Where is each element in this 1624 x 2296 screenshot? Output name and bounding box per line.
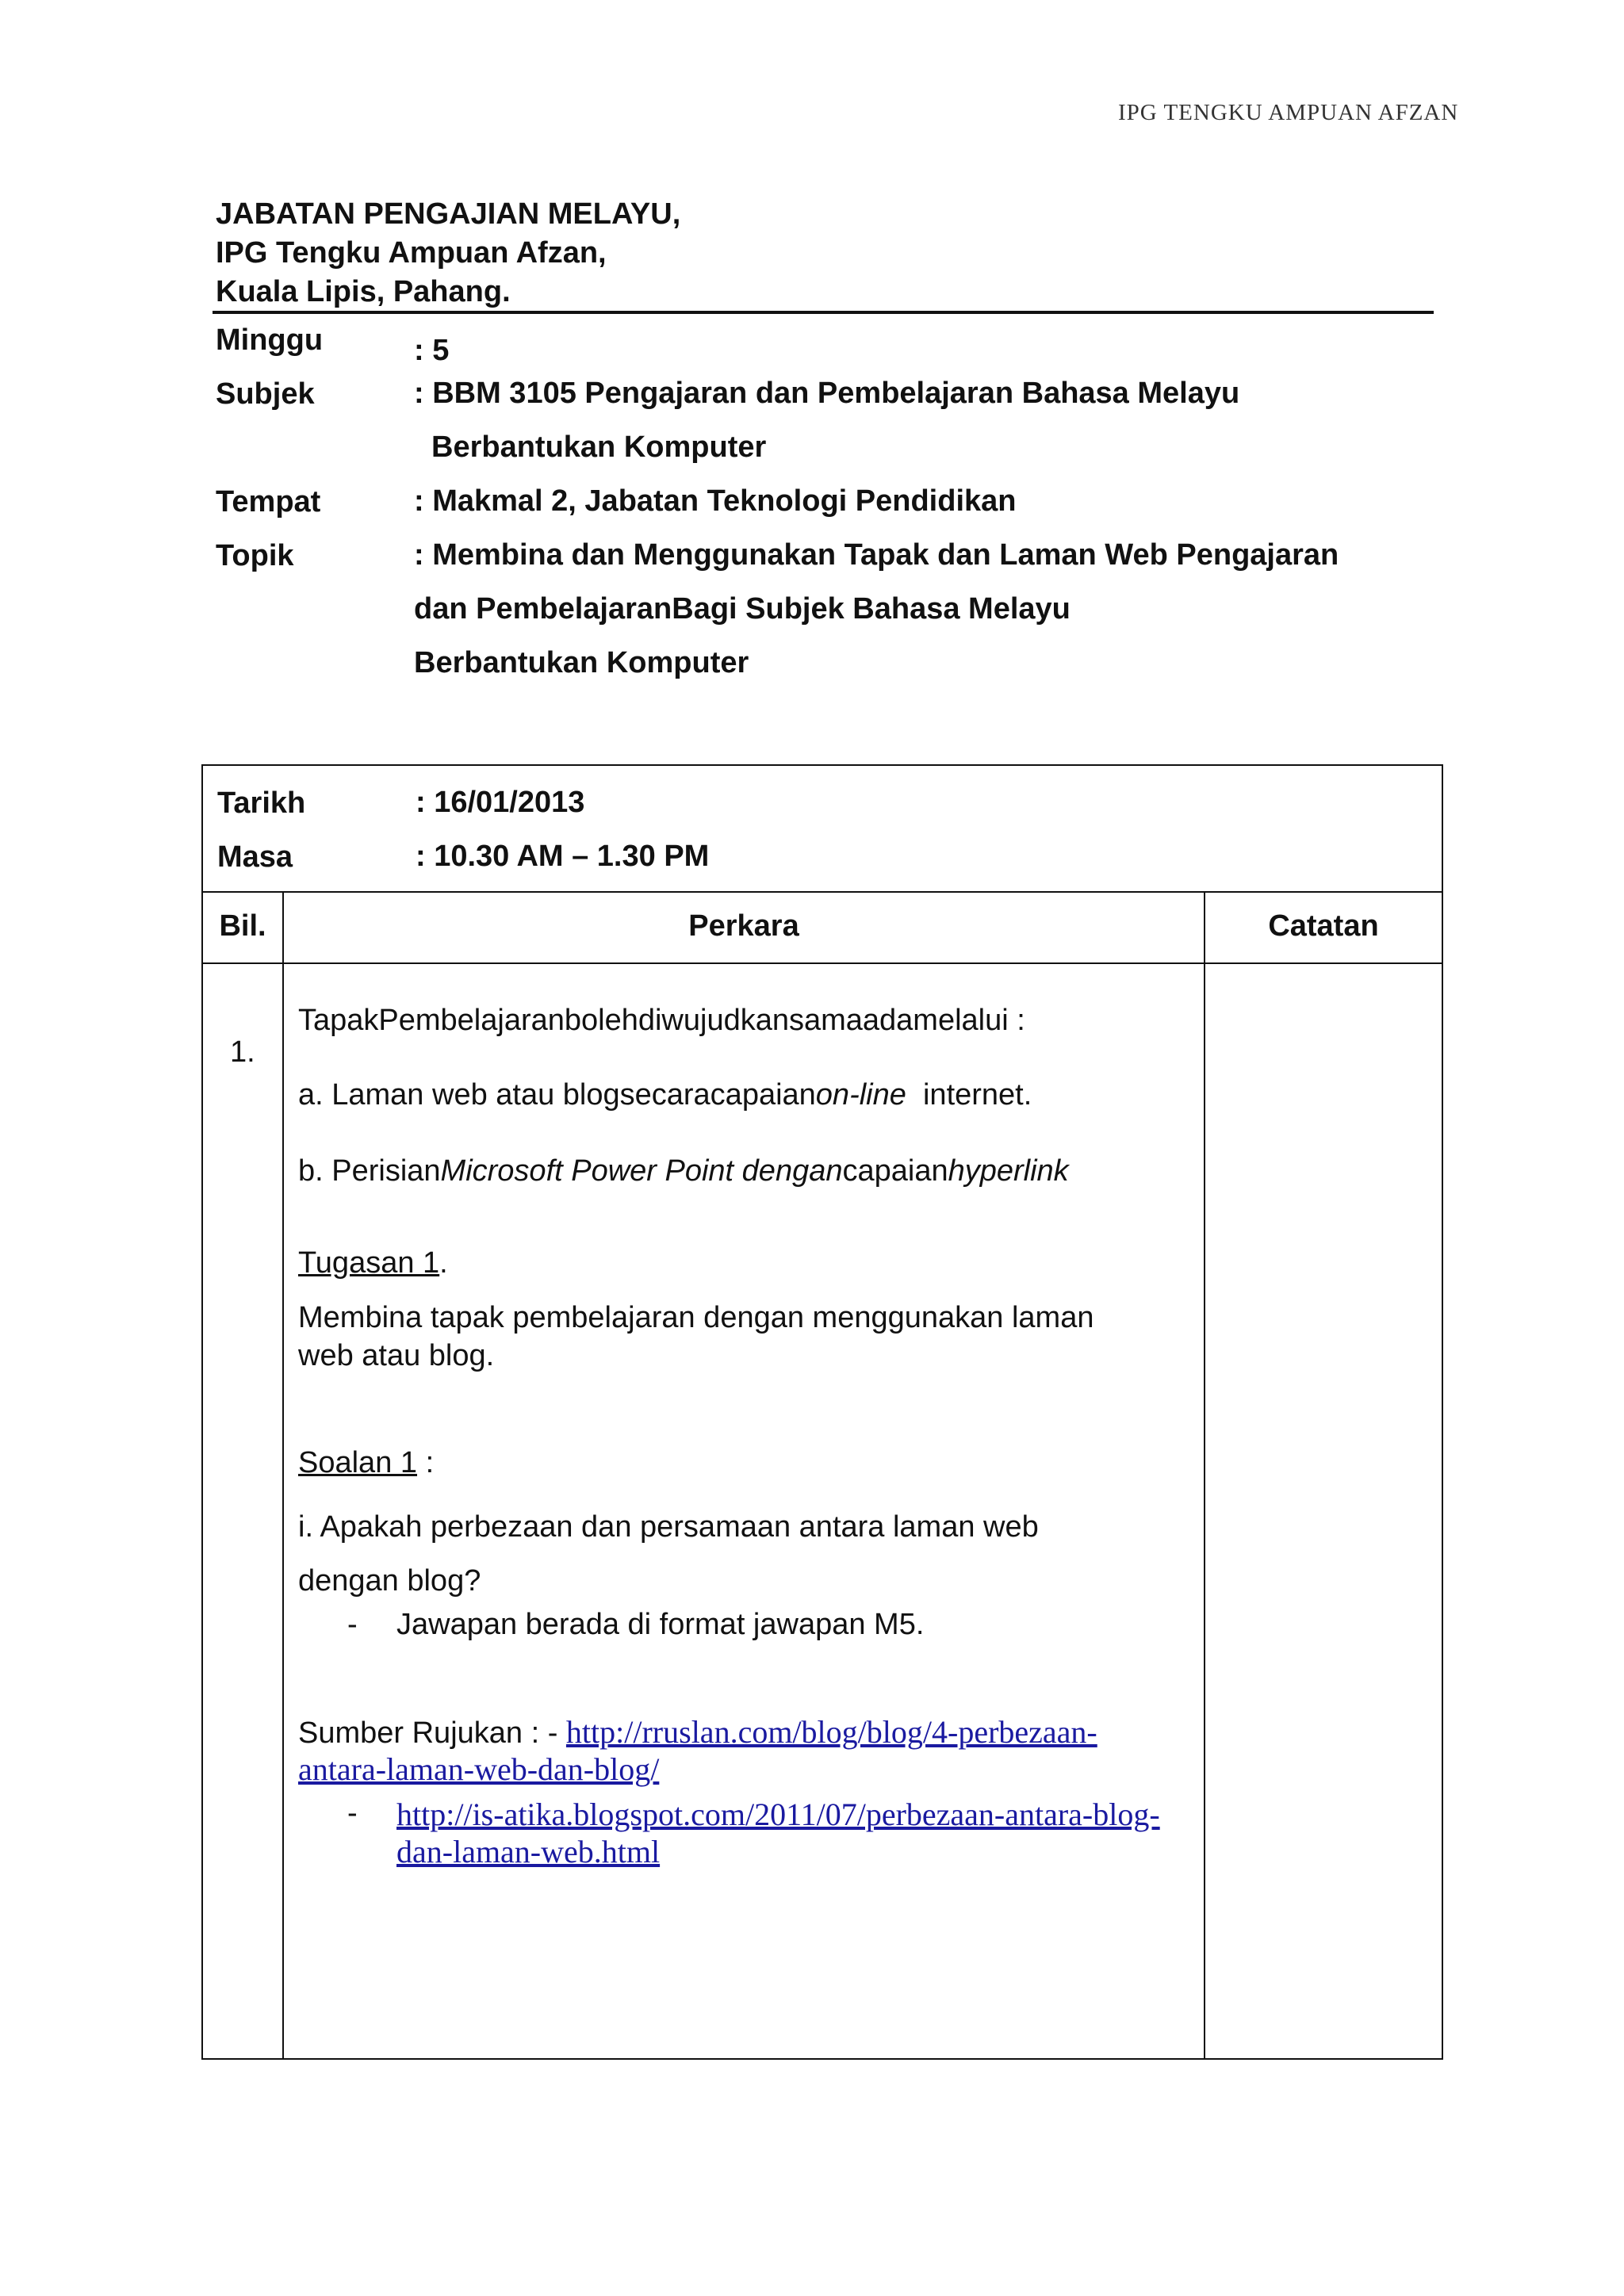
item-b-mid: capaian: [842, 1154, 948, 1188]
department-address: [216, 195, 680, 312]
subjek-value-line1: : BBM 3105 Pengajaran dan Pembelajaran Bahasa Melayu: [414, 377, 1240, 410]
table-divider-1: [203, 891, 1442, 893]
masa-value: : 10.30 AM – 1.30 PM: [416, 840, 710, 873]
bullet-dash-2: -: [347, 1797, 358, 1830]
item-a-italic: on-line: [815, 1078, 906, 1112]
soalan-colon: :: [417, 1446, 435, 1479]
institute-location: Kuala Lipis, Pahang.: [216, 275, 511, 308]
reference-2: [396, 1797, 1160, 1871]
subjek-value: [414, 366, 1445, 474]
item-a-end: internet.: [906, 1078, 1032, 1112]
tempat-value: : Makmal 2, Jabatan Teknologi Pendidikan: [414, 484, 1017, 518]
sumber-rujukan: [298, 1714, 1097, 1789]
reference-link-2[interactable]: http://is-atika.blogspot.com/2011/07/perbezaan-antara-blog-: [396, 1797, 1160, 1832]
soalan-text: [298, 1500, 1039, 1608]
reference-link-1-cont[interactable]: antara-laman-web-dan-blog/: [298, 1751, 660, 1787]
col-header-catatan: Catatan: [1268, 909, 1379, 943]
col-header-bil: Bil.: [219, 909, 266, 943]
item-a-text: a. Laman web atau blogsecaracapaian: [298, 1078, 816, 1112]
tugasan-text: [298, 1299, 1094, 1375]
schedule-table: [201, 764, 1443, 2060]
col-header-perkara: Perkara: [688, 909, 799, 943]
bullet-dash-1: -: [347, 1608, 358, 1641]
tugasan-label: Tugasan 1: [298, 1246, 440, 1280]
tarikh-value: : 16/01/2013: [416, 786, 585, 819]
col-divider-catatan: [1204, 891, 1205, 2058]
tarikh-label: Tarikh: [217, 786, 306, 820]
topik-value: [414, 528, 1445, 690]
jawapan-text: Jawapan berada di format jawapan M5.: [396, 1608, 925, 1641]
department-name: JABATAN PENGAJIAN MELAYU,: [216, 197, 681, 231]
soalan-text-line1: i. Apakah perbezaan dan persamaan antara laman web: [298, 1510, 1039, 1544]
tugasan-heading: [298, 1246, 448, 1280]
item-b-text: b. Perisian: [298, 1154, 441, 1188]
tugasan-text-line2: web atau blog.: [298, 1339, 495, 1372]
reference-link-1[interactable]: http://rruslan.com/blog/blog/4-perbezaan-: [565, 1714, 1097, 1750]
topik-value-line2: dan PembelajaranBagi Subjek Bahasa Melayu: [414, 592, 1071, 626]
minggu-label: Minggu: [216, 323, 324, 357]
soalan-heading: [298, 1446, 434, 1480]
soalan-label: Soalan 1: [298, 1446, 418, 1479]
subjek-label: Subjek: [216, 377, 315, 411]
item-b-italic-2: hyperlink: [948, 1154, 1069, 1188]
masa-label: Masa: [217, 840, 293, 874]
tugasan-text-line1: Membina tapak pembelajaran dengan menggunakan laman: [298, 1301, 1094, 1334]
reference-link-2-cont[interactable]: dan-laman-web.html: [396, 1834, 661, 1869]
row-intro: TapakPembelajaranbolehdiwujudkansamaadamelalui :: [298, 1004, 1025, 1037]
tugasan-dot: .: [439, 1246, 448, 1280]
topik-value-line3: Berbantukan Komputer: [414, 646, 749, 679]
topik-value-line1: : Membina dan Menggunakan Tapak dan Laman Web Pengajaran: [414, 538, 1339, 572]
item-b-italic: Microsoft Power Point dengan: [440, 1154, 843, 1188]
topik-label: Topik: [216, 539, 294, 572]
tempat-label: Tempat: [216, 485, 321, 519]
row-number: 1.: [230, 1035, 255, 1069]
subjek-value-line2: Berbantukan Komputer: [431, 430, 767, 464]
header-institution: IPG TENGKU AMPUAN AFZAN: [1118, 100, 1459, 125]
row-item-b: [298, 1154, 1069, 1188]
row-item-a: [298, 1078, 1032, 1112]
soalan-text-line2: dengan blog?: [298, 1564, 481, 1598]
table-divider-2: [203, 962, 1442, 964]
header-rule: [213, 311, 1434, 314]
institute-name: IPG Tengku Ampuan Afzan,: [216, 236, 607, 270]
col-divider-bil: [282, 891, 284, 2058]
minggu-value: : 5: [414, 334, 450, 367]
sumber-label: Sumber Rujukan : -: [298, 1716, 566, 1750]
